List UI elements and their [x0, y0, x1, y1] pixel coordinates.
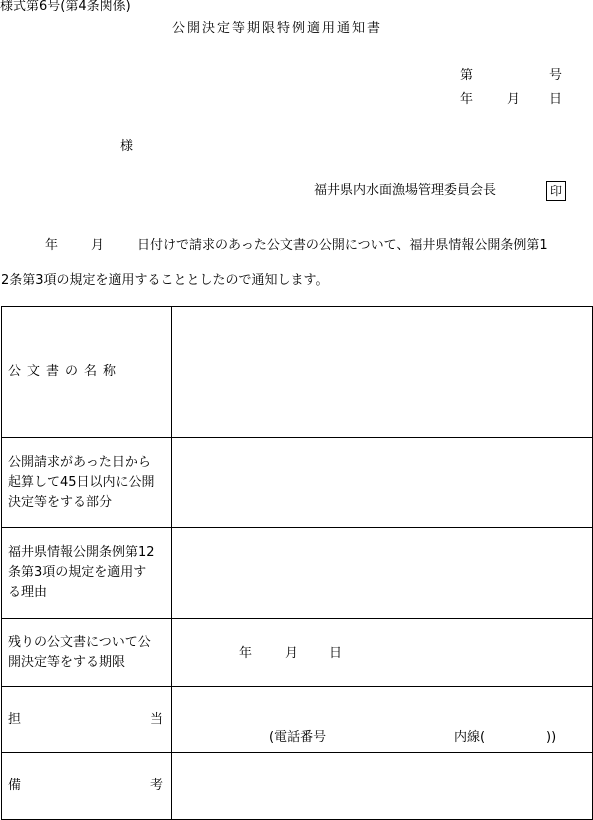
- label-partial-decision: [2, 438, 172, 528]
- date-day: 日: [549, 92, 563, 107]
- label-contact: [2, 687, 172, 753]
- row-contact: [2, 687, 593, 753]
- deadline-label: 残りの公文書について公開決定等をする期限: [8, 634, 151, 670]
- value-document-name: [172, 307, 593, 438]
- body-month: 月: [91, 238, 105, 253]
- extension-close: )): [546, 730, 557, 745]
- form-number: 様式第6号(第4条関係): [0, 0, 131, 14]
- date-year: 年: [460, 92, 474, 107]
- remarks-label-right: 考: [149, 778, 163, 793]
- addressee-honorific: 様: [120, 139, 134, 154]
- value-partial-decision: [172, 438, 593, 528]
- label-remarks: [2, 753, 172, 820]
- issuer-name: 福井県内水面漁場管理委員会長: [314, 183, 497, 198]
- label-reason: [2, 528, 172, 619]
- body-line2: 2条第3項の規定を適用することとしたので通知します。: [1, 273, 329, 288]
- value-contact: [172, 687, 593, 753]
- document-name-label: 公文書の名称: [8, 364, 123, 379]
- label-deadline: [2, 619, 172, 687]
- extension-label: 内線(: [454, 730, 486, 745]
- body-line1: 日付けで請求のあった公文書の公開について、福井県情報公開条例第1: [137, 238, 548, 253]
- row-remarks: [2, 753, 593, 820]
- phone-label: (電話番号: [269, 730, 327, 745]
- deadline-year: 年: [239, 646, 253, 661]
- deadline-month: 月: [285, 646, 299, 661]
- ref-number-suffix: 号: [549, 68, 563, 83]
- seal-mark: 印: [546, 181, 566, 201]
- reason-label: 福井県情報公開条例第12条第3項の規定を適用する理由: [8, 545, 155, 600]
- label-document-name: [2, 307, 172, 438]
- date-month: 月: [507, 92, 521, 107]
- row-deadline: [2, 619, 593, 687]
- value-deadline: [172, 619, 593, 687]
- body-year: 年: [45, 238, 59, 253]
- contact-label-right: 当: [149, 711, 163, 727]
- contact-label: [8, 710, 171, 730]
- row-document-name: [2, 307, 593, 438]
- ref-number-prefix: 第: [460, 68, 474, 83]
- value-remarks: [172, 753, 593, 820]
- value-reason: [172, 528, 593, 619]
- row-reason: [2, 528, 593, 619]
- contact-label-left: 担: [8, 711, 22, 727]
- deadline-day: 日: [329, 646, 343, 661]
- notice-table: [1, 306, 593, 820]
- document-title: 公開決定等期限特例適用通知書: [172, 21, 383, 36]
- partial-decision-label: 公開請求があった日から起算して45日以内に公開決定等をする部分: [8, 454, 155, 510]
- remarks-label: [8, 776, 171, 796]
- remarks-label-left: 備: [8, 778, 22, 793]
- row-partial-decision: [2, 438, 593, 528]
